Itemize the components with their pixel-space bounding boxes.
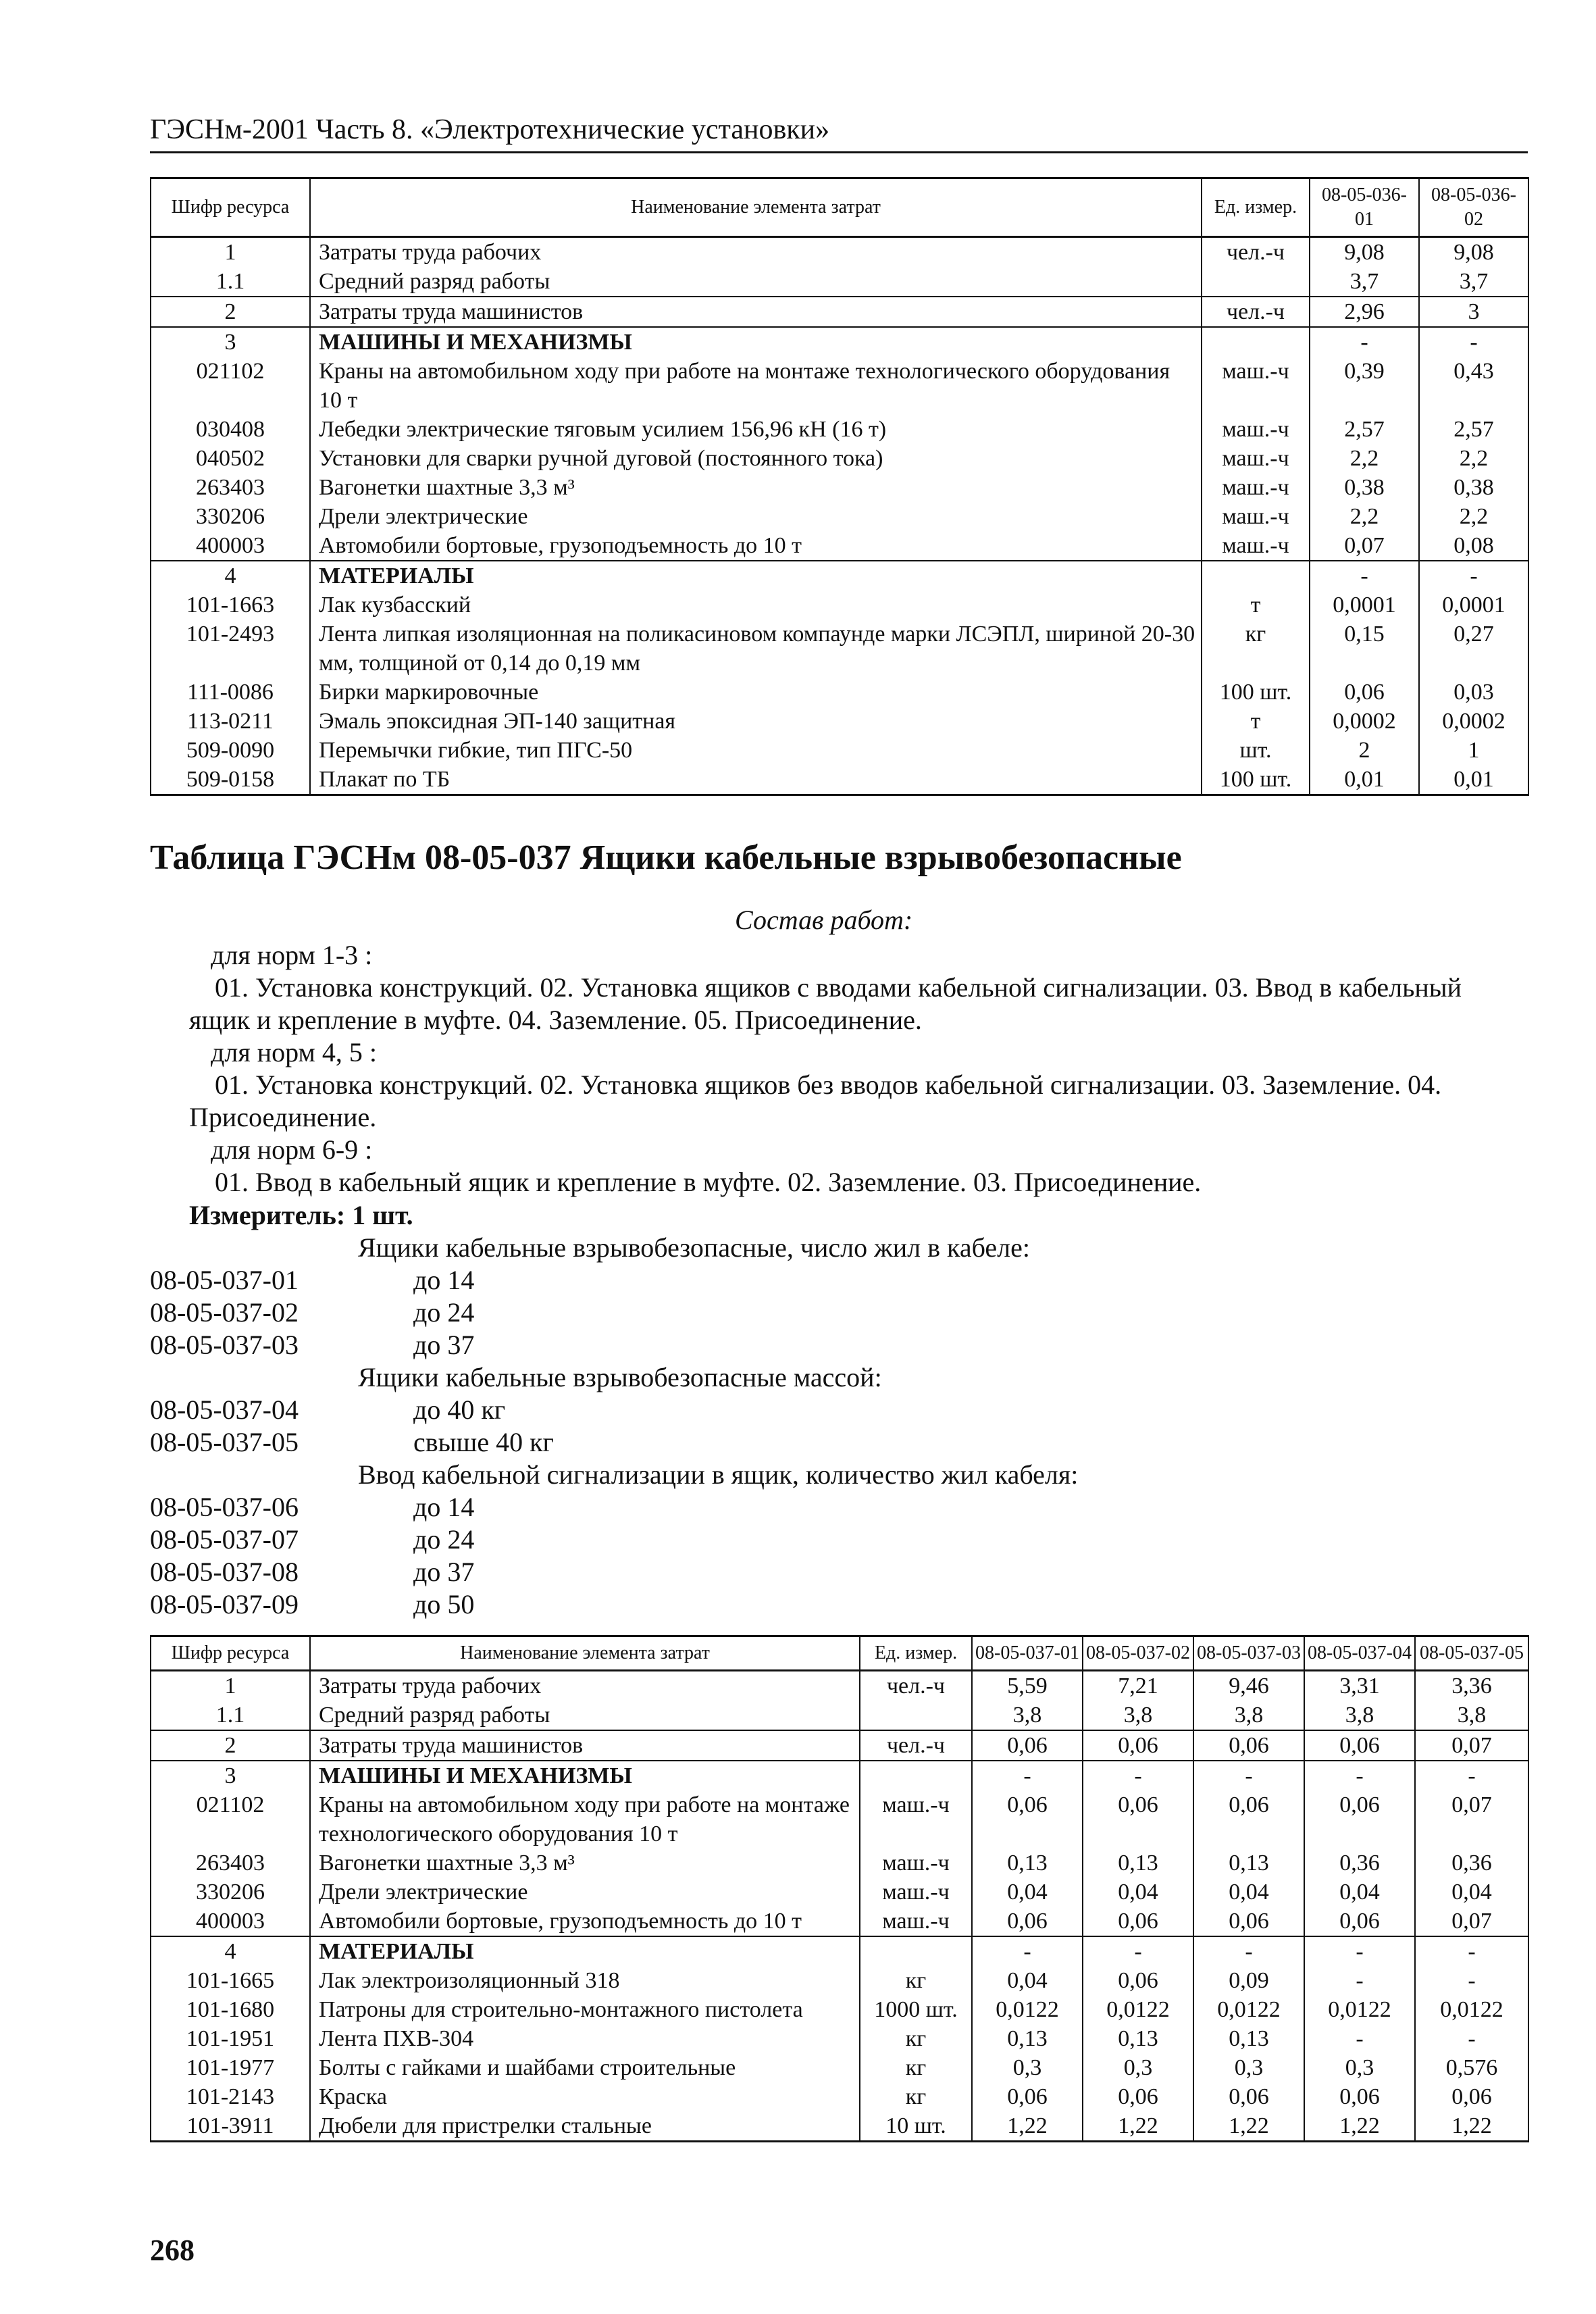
norm-value: 0,13 (1193, 1848, 1304, 1878)
resource-code: 330206 (151, 502, 310, 531)
resource-code: 1.1 (151, 267, 310, 297)
norm-value: 0,3 (1193, 2053, 1304, 2082)
norm-value: 9,08 (1310, 237, 1419, 268)
table-row (151, 707, 1528, 736)
table-row (151, 473, 1528, 502)
norm-value: - (1304, 2024, 1415, 2053)
resource-code: 330206 (151, 1878, 310, 1907)
unit-of-measure: маш.-ч (1202, 357, 1310, 415)
resource-code: 101-1680 (151, 1995, 310, 2024)
norm-value: 3 (1419, 297, 1528, 327)
resource-name: Автомобили бортовые, грузоподъемность до 10 т (310, 1907, 860, 1936)
resource-code: 2 (151, 297, 310, 327)
resource-name: Лента ПХВ-304 (310, 2024, 860, 2053)
norm-value: 0,36 (1304, 1848, 1415, 1878)
norm-value: - (1193, 1936, 1304, 1966)
column-header: Наименование элемента затрат (310, 178, 1202, 237)
table-row (151, 444, 1528, 473)
table-row (151, 1995, 1528, 2024)
resource-name: Краска (310, 2082, 860, 2111)
norm-value: 0,06 (1193, 2082, 1304, 2111)
norm-value: 0,06 (1193, 1730, 1304, 1761)
norm-value: 0,0122 (1415, 1995, 1528, 2024)
norms-6-9-label: для норм 6-9 : (211, 1134, 373, 1165)
norm-value: 0,06 (1083, 1966, 1193, 1995)
page-number: 268 (150, 2234, 195, 2267)
norm-value: 0,06 (972, 1790, 1083, 1848)
resource-name: Плакат по ТБ (310, 765, 1202, 795)
table-row (151, 1936, 1528, 1966)
column-header: Шифр ресурса (151, 1636, 310, 1671)
norm-value: - (1415, 1936, 1528, 1966)
resource-name: Вагонетки шахтные 3,3 м³ (310, 473, 1202, 502)
resource-name: Краны на автомобильном ходу при работе на монтаже технологического оборудования 10 т (310, 1790, 860, 1848)
unit-of-measure: чел.-ч (1202, 237, 1310, 268)
norm-value: 0,13 (972, 2024, 1083, 2053)
norm-value: 0,04 (972, 1966, 1083, 1995)
resource-name: Болты с гайками и шайбами строительные (310, 2053, 860, 2082)
table-row (151, 267, 1528, 297)
norm-value: 0,13 (972, 1848, 1083, 1878)
norm-value: 2,57 (1310, 415, 1419, 444)
resource-name: Дюбели для пристрелки стальные (310, 2111, 860, 2142)
group-heading-mass: Ящики кабельные взрывобезопасные массой: (358, 1362, 882, 1392)
norm-value: 3,8 (1193, 1701, 1304, 1730)
norm-value: - (1304, 1936, 1415, 1966)
table-row (151, 1761, 1528, 1790)
norm-value: - (1083, 1936, 1193, 1966)
norm-value: 7,21 (1083, 1671, 1193, 1701)
resource-name: Автомобили бортовые, грузоподъемность до 10 т (310, 531, 1202, 561)
column-header: 08-05-037-05 (1415, 1636, 1528, 1671)
norm-value: - (1193, 1761, 1304, 1790)
norm-value: 0,06 (972, 1907, 1083, 1936)
item-code: 08-05-037-01 (150, 1265, 299, 1295)
norm-value: 0,38 (1419, 473, 1528, 502)
resource-code: 4 (151, 561, 310, 590)
norm-value: 0,13 (1083, 1848, 1193, 1878)
norm-value: 1,22 (972, 2111, 1083, 2142)
norms-4-5-label: для норм 4, 5 : (211, 1037, 377, 1067)
running-header: ГЭСНм-2001 Часть 8. «Электротехнические установки» (150, 114, 1528, 153)
norm-value: 2,57 (1419, 415, 1528, 444)
norm-value: 0,0122 (1304, 1995, 1415, 2024)
resource-name: Вагонетки шахтные 3,3 м³ (310, 1848, 860, 1878)
resource-code: 400003 (151, 531, 310, 561)
group-heading-signal: Ввод кабельной сигнализации в ящик, количество жил кабеля: (358, 1459, 1079, 1490)
table-row (151, 1671, 1528, 1701)
norm-value: 0,0001 (1310, 590, 1419, 620)
unit-of-measure: маш.-ч (1202, 531, 1310, 561)
norm-value: 5,59 (972, 1671, 1083, 1701)
resource-code: 3 (151, 1761, 310, 1790)
measure-unit: Измеритель: 1 шт. (189, 1200, 413, 1230)
resource-code: 509-0158 (151, 765, 310, 795)
resource-name: Средний разряд работы (310, 1701, 860, 1730)
table-row (151, 620, 1528, 678)
table-row (151, 1790, 1528, 1848)
norm-value: 0,06 (972, 2082, 1083, 2111)
item-value: свыше 40 кг (413, 1427, 554, 1457)
norm-value: 0,06 (1083, 1730, 1193, 1761)
table-row (151, 415, 1528, 444)
table-row (151, 765, 1528, 795)
unit-of-measure: чел.-ч (860, 1730, 972, 1761)
norm-value: 3,8 (1304, 1701, 1415, 1730)
norm-value: - (1304, 1966, 1415, 1995)
item-value: до 37 (413, 1330, 475, 1360)
norm-value: 0,06 (1415, 2082, 1528, 2111)
norm-value: 0,04 (1083, 1878, 1193, 1907)
norms-1-3-label: для норм 1-3 : (211, 940, 373, 970)
unit-of-measure: 100 шт. (1202, 678, 1310, 707)
norm-value: 0,3 (1304, 2053, 1415, 2082)
column-header: Шифр ресурса (151, 178, 310, 237)
resource-name: Лебедки электрические тяговым усилием 156,96 кН (16 т) (310, 415, 1202, 444)
item-value: до 14 (413, 1492, 475, 1522)
column-header: Ед. измер. (860, 1636, 972, 1671)
norm-value: - (1083, 1761, 1193, 1790)
column-header: Ед. измер. (1202, 178, 1310, 237)
norm-value: 0,06 (1193, 1790, 1304, 1848)
resource-name: Бирки маркировочные (310, 678, 1202, 707)
norm-value: 0,06 (1304, 1790, 1415, 1848)
norm-value: 0,06 (1304, 1907, 1415, 1936)
table-row (151, 297, 1528, 327)
norm-value: 0,04 (1415, 1878, 1528, 1907)
resource-name: Эмаль эпоксидная ЭП-140 защитная (310, 707, 1202, 736)
table-row (151, 1701, 1528, 1730)
norm-value: 0,01 (1419, 765, 1528, 795)
item-code: 08-05-037-09 (150, 1589, 299, 1619)
norm-value: 0,06 (1083, 2082, 1193, 2111)
norm-value: 0,06 (972, 1730, 1083, 1761)
norm-value: 0,06 (1193, 1907, 1304, 1936)
resource-code: 040502 (151, 444, 310, 473)
norm-value: 3,8 (1083, 1701, 1193, 1730)
unit-of-measure: маш.-ч (1202, 502, 1310, 531)
resource-name: Лента липкая изоляционная на поликасиновом компаунде марки ЛСЭПЛ, шириной 20-30 мм, толщиной от 0,14 до 0,19 мм (310, 620, 1202, 678)
table-row (151, 1848, 1528, 1878)
item-value: до 24 (413, 1524, 475, 1555)
norm-value: 3,36 (1415, 1671, 1528, 1701)
table-row (151, 237, 1528, 268)
table-row (151, 561, 1528, 590)
norm-value: 2,2 (1419, 444, 1528, 473)
norm-value: 0,576 (1415, 2053, 1528, 2082)
norm-value: - (1304, 1761, 1415, 1790)
group-heading-cores: Ящики кабельные взрывобезопасные, число жил в кабеле: (358, 1232, 1030, 1263)
norm-value: 9,08 (1419, 237, 1528, 268)
norm-value: 3,8 (972, 1701, 1083, 1730)
norm-value: 0,3 (972, 2053, 1083, 2082)
norm-value: 0,0122 (972, 1995, 1083, 2024)
table-row (151, 531, 1528, 561)
norm-value: 0,07 (1415, 1730, 1528, 1761)
norm-value: 0,13 (1193, 2024, 1304, 2053)
norm-value: 0,06 (1083, 1907, 1193, 1936)
norm-value: 0,06 (1310, 678, 1419, 707)
table-row (151, 1907, 1528, 1936)
unit-of-measure: 1000 шт. (860, 1995, 972, 2024)
column-header: 08-05-036-01 (1310, 178, 1419, 237)
item-code: 08-05-037-07 (150, 1524, 299, 1555)
norm-value: 3,7 (1419, 267, 1528, 297)
unit-of-measure: кг (1202, 620, 1310, 678)
resource-code: 4 (151, 1936, 310, 1966)
norm-value: 2 (1310, 736, 1419, 765)
resource-name: МАТЕРИАЛЫ (310, 1936, 860, 1966)
norm-value: 3,7 (1310, 267, 1419, 297)
resource-name: Патроны для строительно-монтажного пистолета (310, 1995, 860, 2024)
norms-4-5-text: 01. Установка конструкций. 02. Установка ящиков без вводов кабельной сигнализации. 03. Заземление. 04. Присоединение. (189, 1070, 1442, 1132)
unit-of-measure: маш.-ч (1202, 444, 1310, 473)
unit-of-measure: чел.-ч (860, 1671, 972, 1701)
unit-of-measure: маш.-ч (860, 1878, 972, 1907)
table-row (151, 736, 1528, 765)
item-code: 08-05-037-05 (150, 1427, 299, 1457)
unit-of-measure: 100 шт. (1202, 765, 1310, 795)
norm-value: 0,01 (1310, 765, 1419, 795)
table-row (151, 2111, 1528, 2142)
unit-of-measure (860, 1761, 972, 1790)
norm-value: - (1415, 2024, 1528, 2053)
norm-value: 0,38 (1310, 473, 1419, 502)
norm-value: 0,06 (1304, 2082, 1415, 2111)
table-row (151, 2024, 1528, 2053)
resource-name: Средний разряд работы (310, 267, 1202, 297)
norm-value: 1,22 (1304, 2111, 1415, 2142)
resource-name: Лак электроизоляционный 318 (310, 1966, 860, 1995)
norm-value: 0,43 (1419, 357, 1528, 415)
resource-code: 509-0090 (151, 736, 310, 765)
norm-value: 0,07 (1415, 1907, 1528, 1936)
table-row (151, 1730, 1528, 1761)
norm-value: 0,06 (1304, 1730, 1415, 1761)
norm-value: 0,08 (1419, 531, 1528, 561)
resource-name: Дрели электрические (310, 1878, 860, 1907)
resource-code: 1 (151, 237, 310, 268)
resource-name: Затраты труда рабочих (310, 237, 1202, 268)
resource-name: Затраты труда машинистов (310, 1730, 860, 1761)
norm-value: - (972, 1936, 1083, 1966)
resource-name: МАТЕРИАЛЫ (310, 561, 1202, 590)
unit-of-measure: маш.-ч (860, 1848, 972, 1878)
norm-value: 2,2 (1310, 444, 1419, 473)
norms-1-3-text: 01. Установка конструкций. 02. Установка ящиков с вводами кабельной сигнализации. 03. Ввод в кабельный ящик и крепление в муфте. 04. Заземление. 05. Присоединение. (189, 972, 1462, 1035)
resource-table-037 (150, 1635, 1529, 2142)
unit-of-measure: кг (860, 2024, 972, 2053)
norms-6-9-text: 01. Ввод в кабельный ящик и крепление в муфте. 02. Заземление. 03. Присоединение. (215, 1167, 1202, 1197)
norm-value: - (1415, 1761, 1528, 1790)
unit-of-measure: чел.-ч (1202, 297, 1310, 327)
norm-value: 0,04 (1304, 1878, 1415, 1907)
resource-code: 101-1663 (151, 590, 310, 620)
norm-value: 0,0002 (1419, 707, 1528, 736)
resource-name: Затраты труда машинистов (310, 297, 1202, 327)
resource-table-036 (150, 177, 1529, 796)
resource-code: 400003 (151, 1907, 310, 1936)
composition-heading: Состав работ: (735, 905, 913, 935)
resource-name: Лак кузбасский (310, 590, 1202, 620)
norm-value: 0,0122 (1193, 1995, 1304, 2024)
norm-value: 2,2 (1310, 502, 1419, 531)
resource-code: 021102 (151, 1790, 310, 1848)
resource-code: 3 (151, 327, 310, 357)
column-header: 08-05-037-02 (1083, 1636, 1193, 1671)
column-header: Наименование элемента затрат (310, 1636, 860, 1671)
resource-code: 101-3911 (151, 2111, 310, 2142)
unit-of-measure: кг (860, 1966, 972, 1995)
norm-value: 2,96 (1310, 297, 1419, 327)
resource-code: 021102 (151, 357, 310, 415)
unit-of-measure: маш.-ч (860, 1907, 972, 1936)
norm-value: - (1419, 327, 1528, 357)
norm-value: 0,09 (1193, 1966, 1304, 1995)
norm-value: 0,07 (1415, 1790, 1528, 1848)
norm-value: 0,04 (972, 1878, 1083, 1907)
norm-value: 1,22 (1415, 2111, 1528, 2142)
unit-of-measure: маш.-ч (860, 1790, 972, 1848)
norm-value: 3,31 (1304, 1671, 1415, 1701)
table-row (151, 1878, 1528, 1907)
item-value: до 24 (413, 1297, 475, 1328)
resource-name: МАШИНЫ И МЕХАНИЗМЫ (310, 327, 1202, 357)
resource-name: Дрели электрические (310, 502, 1202, 531)
unit-of-measure (860, 1936, 972, 1966)
table-row (151, 1966, 1528, 1995)
norm-value: 0,0001 (1419, 590, 1528, 620)
unit-of-measure: 10 шт. (860, 2111, 972, 2142)
table-row (151, 327, 1528, 357)
table-row (151, 502, 1528, 531)
column-header: 08-05-037-03 (1193, 1636, 1304, 1671)
column-header: 08-05-036-02 (1419, 178, 1528, 237)
norm-value: - (1415, 1966, 1528, 1995)
unit-of-measure: кг (860, 2082, 972, 2111)
resource-name: МАШИНЫ И МЕХАНИЗМЫ (310, 1761, 860, 1790)
norm-value: 2,2 (1419, 502, 1528, 531)
resource-code: 101-1665 (151, 1966, 310, 1995)
resource-name: Затраты труда рабочих (310, 1671, 860, 1701)
resource-code: 113-0211 (151, 707, 310, 736)
unit-of-measure: шт. (1202, 736, 1310, 765)
norm-value: 0,3 (1083, 2053, 1193, 2082)
unit-of-measure: т (1202, 590, 1310, 620)
item-value: до 37 (413, 1557, 475, 1587)
unit-of-measure: маш.-ч (1202, 473, 1310, 502)
table-row (151, 590, 1528, 620)
norm-value: 0,13 (1083, 2024, 1193, 2053)
table-row (151, 357, 1528, 415)
column-header: 08-05-037-04 (1304, 1636, 1415, 1671)
resource-code: 2 (151, 1730, 310, 1761)
item-code: 08-05-037-02 (150, 1297, 299, 1328)
resource-name: Краны на автомобильном ходу при работе на монтаже технологического оборудования 10 т (310, 357, 1202, 415)
unit-of-measure (1202, 267, 1310, 297)
resource-code: 1 (151, 1671, 310, 1701)
item-value: до 40 кг (413, 1394, 506, 1425)
norm-value: 0,0122 (1083, 1995, 1193, 2024)
norm-value: 0,04 (1193, 1878, 1304, 1907)
resource-code: 101-2493 (151, 620, 310, 678)
norm-value: 1,22 (1193, 2111, 1304, 2142)
unit-of-measure: маш.-ч (1202, 415, 1310, 444)
unit-of-measure (860, 1701, 972, 1730)
norm-value: 0,36 (1415, 1848, 1528, 1878)
resource-code: 101-2143 (151, 2082, 310, 2111)
norm-value: 0,27 (1419, 620, 1528, 678)
column-header: 08-05-037-01 (972, 1636, 1083, 1671)
resource-code: 030408 (151, 415, 310, 444)
norm-value: - (1419, 561, 1528, 590)
norm-value: 0,03 (1419, 678, 1528, 707)
resource-code: 263403 (151, 1848, 310, 1878)
norm-value: - (1310, 561, 1419, 590)
norm-value: 1,22 (1083, 2111, 1193, 2142)
norm-value: 1 (1419, 736, 1528, 765)
norm-value: 0,07 (1310, 531, 1419, 561)
unit-of-measure: т (1202, 707, 1310, 736)
resource-code: 1.1 (151, 1701, 310, 1730)
norm-value: 3,8 (1415, 1701, 1528, 1730)
norm-value: - (972, 1761, 1083, 1790)
resource-code: 101-1951 (151, 2024, 310, 2053)
item-code: 08-05-037-08 (150, 1557, 299, 1587)
table-row (151, 2082, 1528, 2111)
unit-of-measure (1202, 327, 1310, 357)
norm-value: 0,0002 (1310, 707, 1419, 736)
norm-value: 0,15 (1310, 620, 1419, 678)
table-title: Таблица ГЭСНм 08-05-037 Ящики кабельные взрывобезопасные (150, 838, 1182, 877)
item-code: 08-05-037-03 (150, 1330, 299, 1360)
unit-of-measure: кг (860, 2053, 972, 2082)
item-value: до 50 (413, 1589, 475, 1619)
norm-value: - (1310, 327, 1419, 357)
item-value: до 14 (413, 1265, 475, 1295)
unit-of-measure (1202, 561, 1310, 590)
item-code: 08-05-037-06 (150, 1492, 299, 1522)
table-row (151, 678, 1528, 707)
resource-code: 111-0086 (151, 678, 310, 707)
norm-value: 0,06 (1083, 1790, 1193, 1848)
resource-code: 263403 (151, 473, 310, 502)
norm-value: 0,39 (1310, 357, 1419, 415)
norm-value: 9,46 (1193, 1671, 1304, 1701)
table-row (151, 2053, 1528, 2082)
item-code: 08-05-037-04 (150, 1394, 299, 1425)
resource-name: Перемычки гибкие, тип ПГС-50 (310, 736, 1202, 765)
resource-code: 101-1977 (151, 2053, 310, 2082)
resource-name: Установки для сварки ручной дуговой (постоянного тока) (310, 444, 1202, 473)
